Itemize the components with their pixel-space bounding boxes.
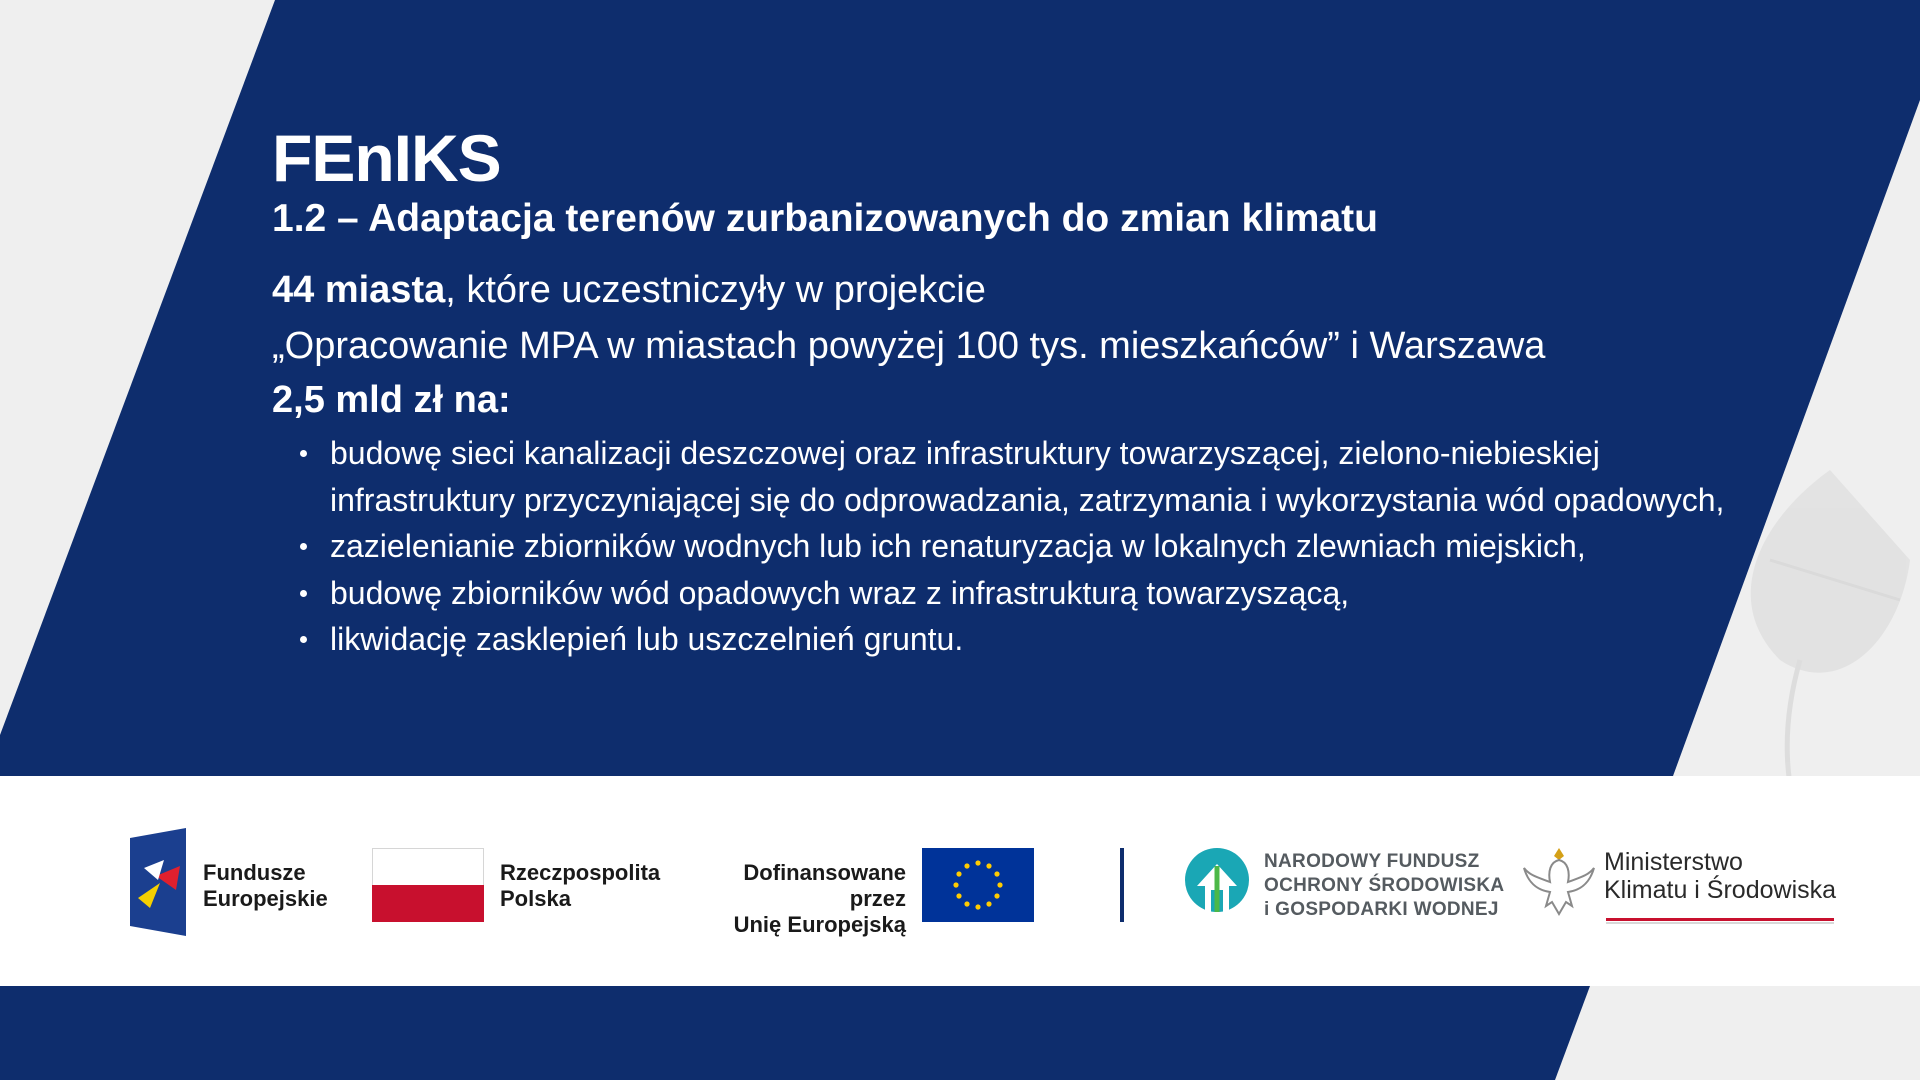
project-line: „Opracowanie MPA w miastach powyżej 100 tys. mieszkańców” i Warszawa (272, 325, 1546, 367)
logo-separator (1120, 848, 1124, 922)
ministerstwo-grey-line (1606, 922, 1834, 924)
eu-flag-icon (922, 848, 1034, 922)
fundusze-line2: Europejskie (203, 886, 328, 911)
fundusze-line1: Fundusze (203, 860, 306, 885)
slide-content (272, 118, 1812, 663)
polska-line1: Rzeczpospolita (500, 860, 661, 885)
nfosigw-label (1264, 850, 1504, 922)
polish-flag-icon (372, 848, 484, 922)
eu-line1: Dofinansowane przez (743, 860, 906, 911)
bottom-bar (0, 986, 1590, 1080)
ministerstwo-line2: Klimatu i Środowiska (1604, 876, 1837, 904)
slide-title: FEnIKS (272, 121, 501, 195)
nfosigw-line3: i GOSPODARKI WODNEJ (1264, 899, 1499, 920)
logo-strip (0, 776, 1920, 986)
cities-line (272, 262, 1812, 318)
fundusze-label (203, 860, 328, 912)
funding-list (272, 430, 1760, 663)
polska-label (500, 860, 660, 912)
nfosigw-line2: OCHRONY ŚRODOWISKA (1264, 875, 1505, 896)
list-item: zazielenianie zbiorników wodnych lub ich renaturyzacja w lokalnych zlewniach miejskich, (330, 523, 1760, 570)
polska-line2: Polska (500, 886, 571, 911)
nfosigw-logo-icon (1183, 846, 1251, 920)
list-item: budowę zbiorników wód opadowych wraz z infrastrukturą towarzyszącą, (330, 570, 1760, 617)
ministerstwo-label (1604, 848, 1836, 904)
cities-count: 44 miasta (272, 269, 446, 311)
slide-subtitle: 1.2 – Adaptacja terenów zurbanizowanych do zmian klimatu (272, 197, 1378, 240)
cities-description: , które uczestniczyły w projekcie (445, 269, 986, 311)
nfosigw-line1: NARODOWY FUNDUSZ (1264, 851, 1480, 872)
eu-line2: Unię Europejską (733, 912, 906, 937)
funding-amount: 2,5 mld zł na: (272, 379, 511, 421)
ministerstwo-line1: Ministerstwo (1604, 848, 1743, 876)
list-item: likwidację zasklepień lub uszczelnień gruntu. (330, 616, 1760, 663)
ministerstwo-red-line (1606, 918, 1834, 921)
polish-eagle-icon (1520, 842, 1598, 924)
list-item: budowę sieci kanalizacji deszczowej oraz infrastruktury towarzyszącej, zielono-niebieskiej infrastruktury przyczyniającej się do odprowadzania, zatrzymania i wykorzystania wód opadowych, (330, 430, 1760, 523)
eu-label (690, 860, 906, 938)
fundusze-europejskie-logo-icon (130, 828, 186, 936)
